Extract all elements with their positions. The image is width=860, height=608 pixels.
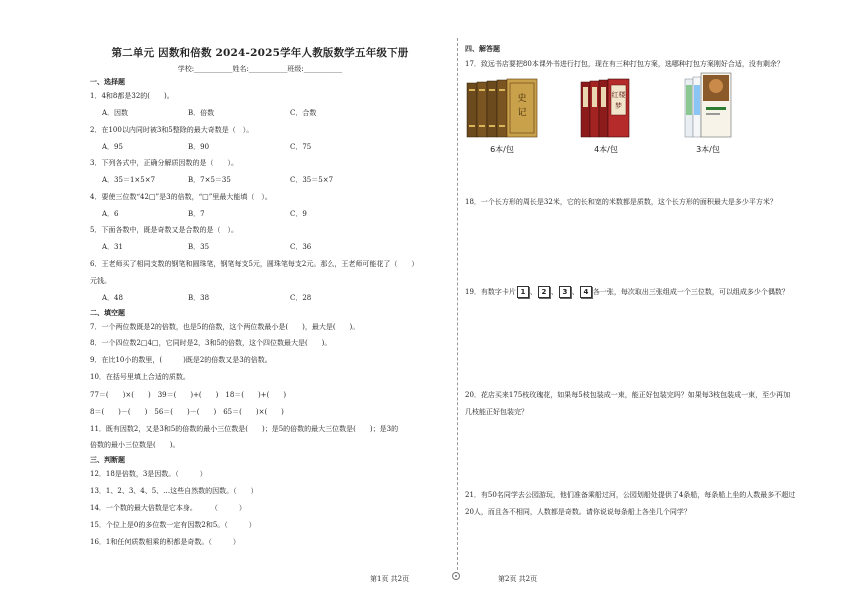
digit-card-1: 1 xyxy=(517,286,529,298)
q2-option-a: A．95 xyxy=(102,143,123,151)
q4-option-a: A．6 xyxy=(102,210,119,218)
question-4: 4．要使三位数“42□”是3的倍数，“□”里最大能填（ ）。 xyxy=(90,193,272,201)
question-2: 2．在100以内同时被3和5整除的最大奇数是（ ）。 xyxy=(90,126,254,134)
book-1-spine-text-top: 史 xyxy=(517,94,527,104)
q5-option-c: C．36 xyxy=(290,243,312,251)
book-2-spine-text-2: 梦 xyxy=(615,102,622,110)
binding-hole-icon xyxy=(452,572,460,580)
q3-option-a: A．35＝1×5×7 xyxy=(102,176,156,184)
q2-option-c: C．75 xyxy=(290,143,312,151)
book-bundle-6 xyxy=(466,77,538,154)
question-6-cont: 元钱。 xyxy=(90,277,111,285)
question-12: 12．18是倍数，3是因数。（ ） xyxy=(90,470,207,478)
question-6: 6．王老师买了相同支数的钢笔和圆珠笔，钢笔每支5元，圆珠笔每支2元。那么，王老师可能花了（ ） xyxy=(90,260,419,268)
question-19-text-end: 各一张，每次取出三张组成一个三位数，可以组成多少个偶数？ xyxy=(592,288,789,296)
question-18: 18．一个长方形的周长是32米，它的长和宽的米数都是质数，这个长方形的面积最大是多少平方米？ xyxy=(465,198,777,206)
footer-page-right: 第2页 共2页 xyxy=(498,575,538,583)
question-11-cont: 倍数的最小三位数是( )。 xyxy=(90,441,180,449)
question-8: 8．一个四位数2□4□，它同时是2，3和5的倍数，这个四位数最大是( )。 xyxy=(90,339,332,347)
book-bundle-4 xyxy=(580,77,630,154)
question-13: 13．1、2、3、4、5、…这些自然数的因数。（ ） xyxy=(90,487,258,495)
student-info-line: 学校:___________姓名:___________班级:___________ xyxy=(177,65,343,73)
q4-option-c: C．9 xyxy=(290,210,307,218)
book-2-spine-text-1: 红楼 xyxy=(611,91,626,99)
question-1: 1．4和8都是32的( )。 xyxy=(90,92,174,100)
q1-option-c: C．合数 xyxy=(290,109,317,117)
question-20-cont: 几枝能正好包装完？ xyxy=(465,408,528,416)
question-3: 3．下列各式中，正确分解质因数的是（ ）。 xyxy=(90,159,238,167)
q6-option-b: B．38 xyxy=(188,294,210,302)
q2-option-b: B．90 xyxy=(188,143,210,151)
question-21: 21．有50名同学去公园游玩，他们准备乘船过河，公园划船处提供了4条船，每条船上坐的人数最多不超过 xyxy=(465,491,796,499)
book-set-image-3 xyxy=(684,71,732,139)
q1-option-a: A．因数 xyxy=(102,109,129,117)
q5-option-a: A．31 xyxy=(102,243,123,251)
question-16: 16．1和任何质数相乘的积都是奇数。（ ） xyxy=(90,538,240,546)
digit-card-4: 4 xyxy=(580,286,592,298)
page-title: 第二单元 因数和倍数 2024-2025学年人教版数学五年级下册 xyxy=(111,47,409,59)
q3-option-c: C．35＝5×7 xyxy=(290,176,334,184)
question-15: 15．个位上是0的多位数一定有因数2和5。（ ） xyxy=(90,521,256,529)
section-choice-heading: 一、选择题 xyxy=(90,77,125,86)
footer-page-left: 第1页 共2页 xyxy=(370,575,410,583)
q5-option-b: B．35 xyxy=(188,243,210,251)
book-bundle-3 xyxy=(684,71,732,154)
section-fill-heading: 二、填空题 xyxy=(90,308,125,317)
question-19: 19．有数字卡片 1 、 2 、 3 、 4 各一张，每次取出三张组成一个三位数，可以组成多少个偶数？ xyxy=(465,288,789,296)
q3-option-b: B．7×5＝35 xyxy=(188,176,231,184)
column-divider xyxy=(457,38,458,570)
question-21-cont: 20人，而且各不相同，人数都是奇数。请你说说每条船上各坐几个同学？ xyxy=(465,508,691,516)
bundle-label-6: 6本/包 xyxy=(490,145,514,154)
question-7: 7．一个两位数既是2的倍数，也是5的倍数，这个两位数最小是( )，最大是( )。 xyxy=(90,323,360,331)
question-10-row1: 77＝( )×( ) 39＝( )+( ) 18＝( )+( ) xyxy=(90,391,287,399)
digit-card-2: 2 xyxy=(538,286,550,298)
q6-option-c: C．28 xyxy=(290,294,312,302)
question-20: 20．花店买来175枝玫瑰花，如果每5枝包装成一束，能正好包装完吗？如果每3枝包装成一束，至少再加 xyxy=(465,391,791,399)
question-10: 10．在括号里填上合适的质数。 xyxy=(90,373,190,381)
question-11: 11．既有因数2，又是3和5的倍数的最小三位数是( )；是5的倍数的最大三位数是( )；是3的 xyxy=(90,425,399,433)
question-19-text: 19．有数字卡片 xyxy=(465,288,516,296)
q6-option-a: A．48 xyxy=(102,294,123,302)
book-set-image-2 xyxy=(580,77,630,139)
q1-option-b: B．倍数 xyxy=(188,109,215,117)
section-solve-heading: 四、解答题 xyxy=(465,44,500,53)
digit-card-3: 3 xyxy=(559,286,571,298)
question-17: 17．致远书店要把80本课外书进行打包，现在有三种打包方案，选哪种打包方案刚好合适，没有剩余？ xyxy=(465,60,784,68)
book-set-image-1 xyxy=(466,77,538,139)
q4-option-b: B．7 xyxy=(188,210,205,218)
section-judge-heading: 三、判断题 xyxy=(90,455,125,464)
bundle-label-4: 4本/包 xyxy=(594,145,618,154)
question-14: 14．一个数的最大倍数是它本身。 （ ） xyxy=(90,504,246,512)
bundle-label-3: 3本/包 xyxy=(696,145,720,154)
book-1-spine-text-bottom: 记 xyxy=(517,108,527,118)
question-10-row2: 8＝( )－( ) 56＝( )－( ) 65＝( )×( ) xyxy=(90,408,284,416)
question-5: 5．下面各数中，既是奇数又是合数的是（ ）。 xyxy=(90,226,238,234)
question-9: 9．在比10小的数里，( )既是2的倍数又是3的倍数。 xyxy=(90,356,272,364)
